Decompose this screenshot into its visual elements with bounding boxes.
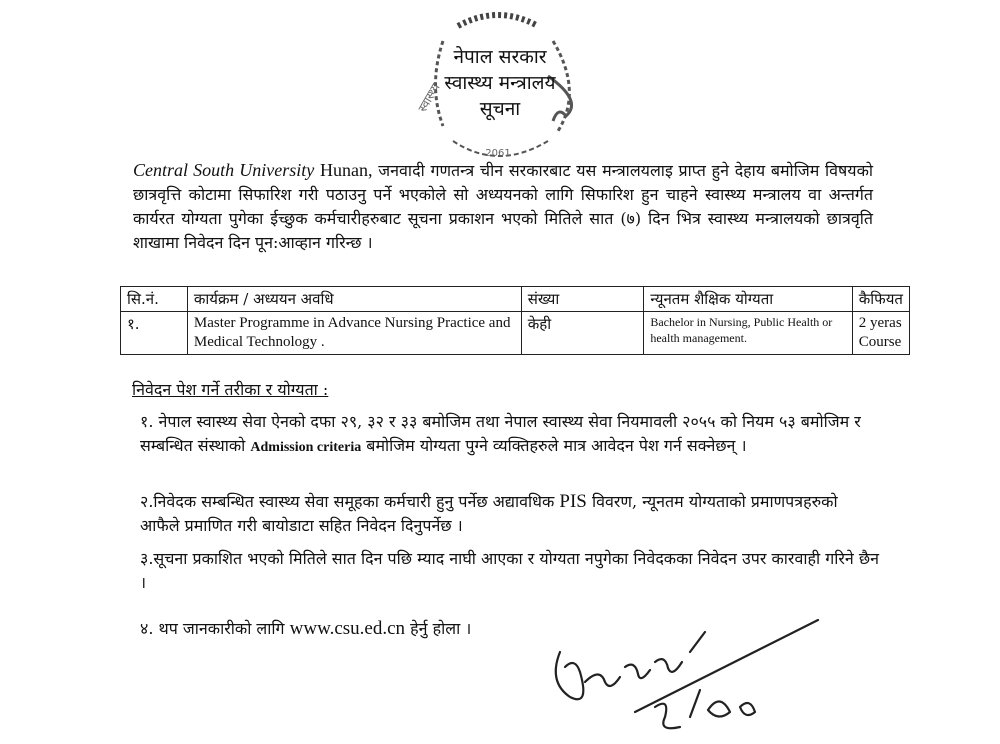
table-header-row: [121, 287, 910, 312]
col-qualification: न्यूनतम शैक्षिक योग्यता: [644, 287, 852, 312]
cell-count: केही: [521, 312, 644, 355]
header-notice-title: सूचना: [479, 98, 521, 120]
item1-text-c: बमोजिम योग्यता पुग्ने व्यक्तिहरुले मात्र आवेदन पेश गर्न सक्नेछन् ।: [361, 436, 747, 455]
table-row: [121, 312, 910, 355]
notice-header: [380, 44, 620, 122]
cell-remarks: 2 yeras Course: [852, 312, 909, 355]
scholarship-table: [120, 286, 910, 355]
svg-text:2061: 2061: [485, 148, 511, 159]
item1-text-a: १. नेपाल स्वास्थ्य सेवा ऐनको दफा २९, ३२ र ३३ बमोजिम तथा नेपाल स्वास्थ्य सेवा नियमावली २०५५ को नियम ५३ बमोजिम र सम्बन्धित संस्थाको: [140, 412, 861, 455]
university-city: Hunan,: [320, 160, 373, 180]
col-remarks: कैफियत: [852, 287, 909, 312]
intro-text: जनवादी गणतन्त्र चीन सरकारबाट यस मन्त्रालयलाइ प्राप्त हुने देहाय बमोजिम विषयको छात्रवृत्ति कोटामा सिफारिश गरी पठाउनु पर्ने भएकोले सो अध्ययनको लागि सिफारिश हुन चाहने स्वास्थ्य मन्त्रालय वा अन्तर्गत कार्यरत योग्यता पुगेका ईच्छुक कर्मचारीहरुबाट सूचना प्रकाशन भएको मितिले सात (७) दिन भित्र स्वास्थ्य मन्त्रालयको छात्रवृति शाखामा निवेदन दिन पून:आव्हान गरिन्छ ।: [133, 161, 874, 252]
item2-text-a: २.निवेदक सम्बन्धित स्वास्थ्य सेवा समूहका कर्मचारी हुनु पर्नेछ अद्यावधिक: [140, 492, 560, 511]
cell-qualification: Bachelor in Nursing, Public Health or health management.: [644, 312, 852, 355]
university-name: Central South University: [133, 160, 315, 180]
requirement-item-3: ३.सूचना प्रकाशित भएको मितिले सात दिन पछि म्याद नाघी आएका र योग्यता नपुगेका निवेदकका निवेदन उपर कारवाही गरिने छैन ।: [140, 549, 879, 592]
header-government: नेपाल सरकार: [453, 46, 547, 68]
website-link[interactable]: www.csu.ed.cn: [289, 618, 406, 639]
handwritten-signature: [540, 612, 820, 742]
item1-admission-criteria: Admission criteria: [250, 440, 362, 455]
col-sn: सि.नं.: [121, 287, 188, 312]
header-ministry: स्वास्थ्य मन्त्रालय: [444, 72, 556, 94]
svg-text:स्वास्थ्य: स्वास्थ्य: [415, 80, 443, 115]
item2-text-c: विवरण, न्यूनतम योग्यताको प्रमाणपत्रहरुको आफैले प्रमाणित गरी बायोडाटा सहित निवेदन दिनुपर्नेछ ।: [140, 492, 838, 535]
col-programme: कार्यक्रम / अध्ययन अवधि: [187, 287, 521, 312]
item4-text-a: ४. थप जानकारीको लागि: [140, 619, 290, 638]
requirement-item-1: [140, 410, 880, 460]
requirement-item-2: [140, 490, 880, 538]
cell-programme: Master Programme in Advance Nursing Practice and Medical Technology .: [187, 312, 521, 355]
item2-pis: PIS: [559, 491, 587, 512]
item4-text-c: हेर्नु होला ।: [405, 619, 472, 638]
section-title: निवेदन पेश गर्ने तरीका र योग्यता :: [132, 380, 329, 399]
col-count: संख्या: [521, 287, 644, 312]
cell-sn: १.: [121, 312, 188, 355]
intro-paragraph: [133, 158, 873, 255]
